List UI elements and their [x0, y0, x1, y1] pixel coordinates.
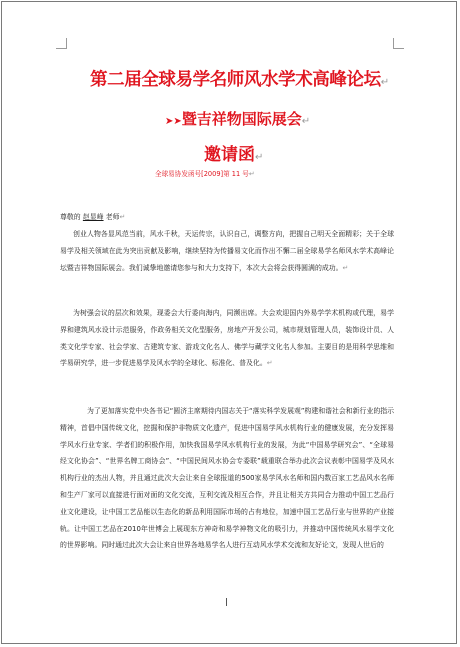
- paragraph-2: 为树强会议的层次和效果，现委会大行委向海内，同濒出席。大会欢迎国内外易学学术机构或代理，易学界和建筑风水设计示范服务，作政务相关文化型服务，房地产开发公司，城市规划管理人员，装饰设计员、人类文化学专家、社会学家、古建筑专家、游戏文化名人、佛学与藏学文化名人参加。主要目的是用科学思维和学易研究学，进一步促进易学及风水学的全球化、标准化、普及化。↵: [60, 309, 394, 368]
- salutation: 尊敬的 赵显峰 老师↵: [60, 213, 126, 221]
- recipient-name: 赵显峰: [82, 213, 104, 221]
- paragraph-1: 创业人物各显风范当前，风水千秋，天运传宗，认识自己，调整方向，把握自己明天全面精彩；关于全球易学及相关领域在此为突出贡献及影响，继续坚持为传播易文化而作出不懈二届全球易学名师风水学术高峰论坛暨吉祥物国际展会。我们诚挚地邀请您参与和大力支持下，本次大会将会获得圆满的成功。↵: [60, 230, 394, 272]
- title-line-1: 第二届全球易学名师风水学术高峰论坛↵: [90, 70, 389, 90]
- crop-mark-top-right: [393, 38, 404, 49]
- document-number: 全球易协发函号[2009]第 11 号↵: [155, 170, 255, 178]
- paragraph-3: 为了更加落实党中央各书记“圆济主席期待内国志关于“落实科学发展观”构建和谐社会和新行业的指示精神，首倡中国传统文化，挖掘和保护非物质文化遗产，促进中国易学风水机构行业的健康发展，充分发挥易学风水行业专家、学者们的积极作用，加快我国易学风水机构行业的发展，为此“中国易学研究会”、“全球易经文化协会”、“世界名牌工商协会”、“中国民间风水协会专委联”载重联合举办此次会议表彰中国易学及风水机构行业的杰出人物，并且通过此次大会让来自全球报道的500家易学风水名师和国内数百家工艺品风水名师和生产厂家可以直接进行面对面的文化交流，互利交流及相互合作，并且让相关方共同合力推动中国工艺品行业文化建设，让中国工艺品能以生态化的新品利用国际市场的占有地位，加速中国工艺品行业与世界的产业接轨。让中国工艺品在2010年世博会上展现东方神奇和易学神物文化的吸引力，并推动中国传统风水易学文化的世界影响。同时通过此次大会让来自世界各地易学名人进行互动风水学术交流和友好论文，发现人世后的: [60, 407, 395, 550]
- title-line-2: ➤➤暨吉祥物国际展会↵: [165, 110, 311, 128]
- title-line-3: 邀请函↵: [204, 145, 264, 165]
- crop-mark-top-left: [56, 38, 67, 49]
- text-cursor-mark: [226, 598, 227, 606]
